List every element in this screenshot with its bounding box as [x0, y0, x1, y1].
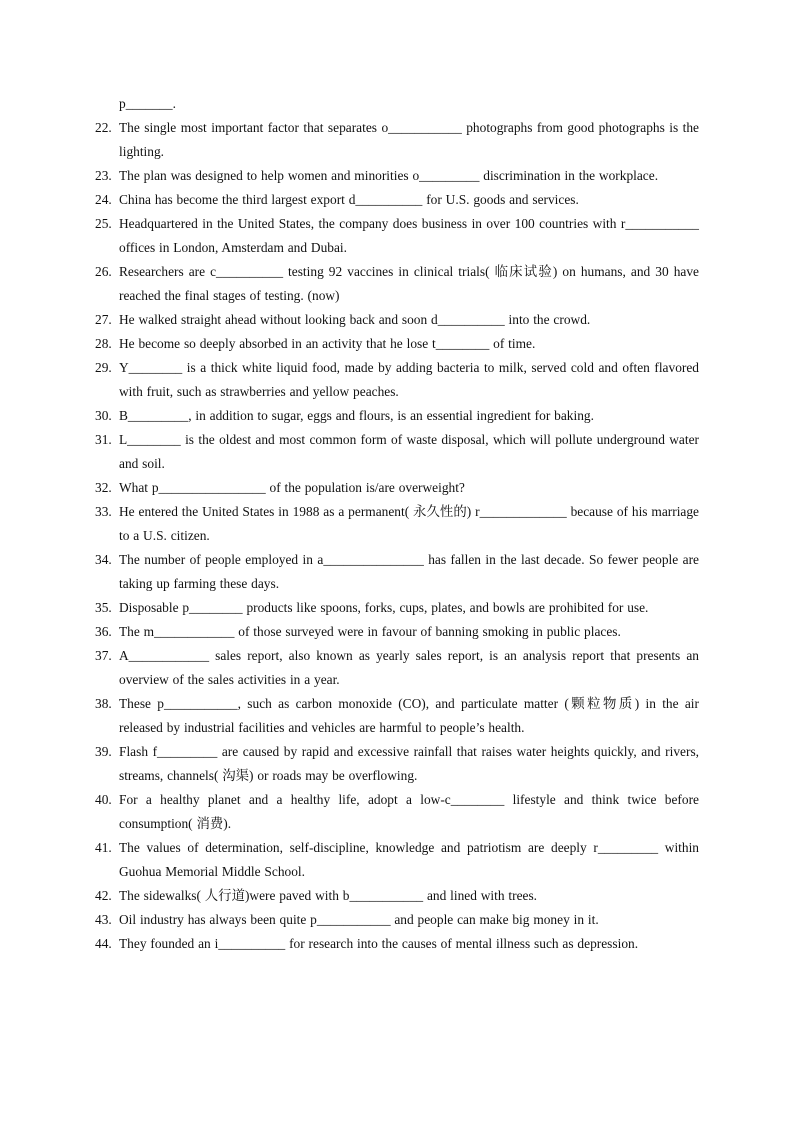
- question-item: [95, 164, 699, 188]
- question-number: 28.: [95, 336, 112, 351]
- question-text: Flash f_________ are caused by rapid and excessive rainfall that raises water heights quickly, and rivers, streams, channels( 沟渠) or roads may be overflowing.: [119, 744, 699, 783]
- question-text: B_________, in addition to sugar, eggs and flours, is an essential ingredient for baking.: [119, 408, 594, 423]
- question-number: 24.: [95, 192, 112, 207]
- question-number: 44.: [95, 936, 112, 951]
- question-text: What p________________ of the population is/are overweight?: [119, 480, 465, 495]
- question-text: He walked straight ahead without looking back and soon d__________ into the crowd.: [119, 312, 591, 327]
- question-item: [95, 932, 699, 956]
- question-item: [95, 836, 699, 884]
- question-number: 34.: [95, 552, 112, 567]
- question-number: 40.: [95, 792, 112, 807]
- question-number: 37.: [95, 648, 112, 663]
- question-number: 27.: [95, 312, 112, 327]
- question-item: [95, 740, 699, 788]
- question-item: [95, 212, 699, 260]
- question-text: He entered the United States in 1988 as a permanent( 永久性的) r_____________ because of his marriage to a U.S. citizen.: [119, 504, 699, 543]
- question-number: 32.: [95, 480, 112, 495]
- question-text: The sidewalks( 人行道)were paved with b___________ and lined with trees.: [119, 888, 538, 903]
- question-number: 38.: [95, 696, 112, 711]
- question-number: 42.: [95, 888, 112, 903]
- question-item: [95, 500, 699, 548]
- question-item: [95, 644, 699, 692]
- question-number: 22.: [95, 120, 112, 135]
- question-number: 33.: [95, 504, 112, 519]
- question-item: [95, 428, 699, 476]
- question-item: [95, 356, 699, 404]
- question-text: They founded an i__________ for research into the causes of mental illness such as depression.: [119, 936, 639, 951]
- question-number: 41.: [95, 840, 112, 855]
- question-item: [95, 596, 699, 620]
- question-text: The values of determination, self-discipline, knowledge and patriotism are deeply r_________ within Guohua Memorial Middle School.: [119, 840, 699, 879]
- question-number: 36.: [95, 624, 112, 639]
- question-text: Y________ is a thick white liquid food, made by adding bacteria to milk, served cold and often flavored with fruit, such as strawberries and yellow peaches.: [119, 360, 699, 399]
- question-text: The plan was designed to help women and minorities o_________ discrimination in the workplace.: [119, 168, 659, 183]
- question-number: 30.: [95, 408, 112, 423]
- question-text: For a healthy planet and a healthy life, adopt a low-c________ lifestyle and think twice before consumption( 消费).: [119, 792, 699, 831]
- question-item: [95, 188, 699, 212]
- question-item: [95, 620, 699, 644]
- question-item: [95, 692, 699, 740]
- question-number: 35.: [95, 600, 112, 615]
- question-text: A____________ sales report, also known as yearly sales report, is an analysis report that presents an overview of the sales activities in a year.: [119, 648, 699, 687]
- question-item: [95, 476, 699, 500]
- question-text: China has become the third largest export d__________ for U.S. goods and services.: [119, 192, 579, 207]
- question-number: 29.: [95, 360, 112, 375]
- question-text: These p___________, such as carbon monoxide (CO), and particulate matter (颗粒物质) in the air released by industrial facilities and vehicles are harmful to people’s health.: [119, 696, 699, 735]
- worksheet-page: [95, 92, 699, 956]
- continuation-line: p_______.: [119, 96, 176, 111]
- question-text: The m____________ of those surveyed were in favour of banning smoking in public places.: [119, 624, 621, 639]
- question-item: [95, 404, 699, 428]
- question-text: He become so deeply absorbed in an activity that he lose t________ of time.: [119, 336, 536, 351]
- question-text: The single most important factor that separates o___________ photographs from good photographs is the lighting.: [119, 120, 699, 159]
- question-number: 43.: [95, 912, 112, 927]
- question-text: Disposable p________ products like spoons, forks, cups, plates, and bowls are prohibited for use.: [119, 600, 649, 615]
- question-item: [95, 116, 699, 164]
- question-item: [95, 308, 699, 332]
- question-item: [95, 908, 699, 932]
- question-text: L________ is the oldest and most common form of waste disposal, which will pollute underground water and soil.: [119, 432, 699, 471]
- question-item: [95, 332, 699, 356]
- question-item: [95, 884, 699, 908]
- question-item: [95, 788, 699, 836]
- question-item: [95, 548, 699, 596]
- question-list: [95, 116, 699, 956]
- question-text: Headquartered in the United States, the company does business in over 100 countries with r___________ offices in London, Amsterdam and Dubai.: [119, 216, 699, 255]
- question-number: 26.: [95, 264, 112, 279]
- question-text: Oil industry has always been quite p___________ and people can make big money in it.: [119, 912, 599, 927]
- question-number: 25.: [95, 216, 112, 231]
- question-text: Researchers are c__________ testing 92 vaccines in clinical trials( 临床试验) on humans, and 30 have reached the final stages of testing. (now): [119, 264, 699, 303]
- question-text: The number of people employed in a_______________ has fallen in the last decade. So fewer people are taking up farming these days.: [119, 552, 699, 591]
- question-number: 31.: [95, 432, 112, 447]
- question-number: 23.: [95, 168, 112, 183]
- question-number: 39.: [95, 744, 112, 759]
- question-item: [95, 260, 699, 308]
